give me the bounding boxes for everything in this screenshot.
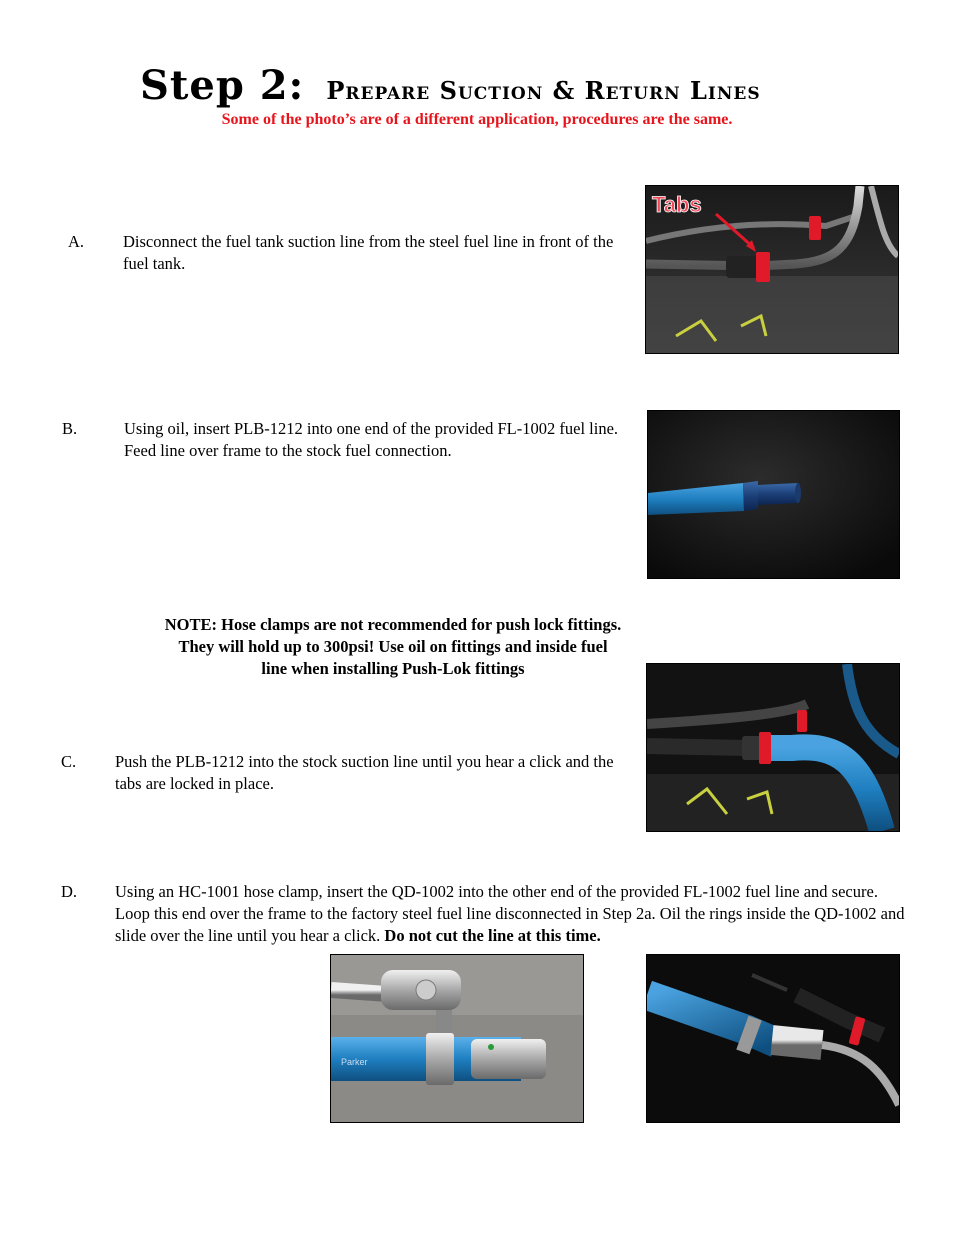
note-box (118, 614, 668, 680)
step-d-text (115, 881, 905, 947)
note-line-2: They will hold up to 300psi! Use oil on fittings and inside fuel (178, 637, 608, 656)
red-tab-marker (756, 252, 770, 282)
step-c-label: C. (61, 752, 77, 771)
note-line-1: NOTE: Hose clamps are not recommended for push lock fittings. (164, 615, 622, 634)
tabs-callout: Tabs (652, 192, 702, 217)
step-a-text: Disconnect the fuel tank suction line from the steel fuel line in front of the fuel tank. (123, 232, 614, 273)
step-d-label: D. (61, 882, 78, 901)
step-b-text: Using oil, insert PLB-1212 into one end of the provided FL-1002 fuel line. Feed line over frame to the stock fuel connection. (124, 419, 619, 460)
photo-hose-clamp (330, 954, 584, 1123)
hose-brand: Parker (341, 1057, 368, 1067)
subtitle-warning: Some of the photo’s are of a different application, procedures are the same. (221, 111, 733, 128)
step-d-body: Using an HC-1001 hose clamp, insert the QD-1002 into the other end of the provided FL-1002 fuel line and secure. Loop this end over the frame to the factory steel fuel line disconnected in Step 2a. Oil the rings inside the QD-1002 and slide over the line until you hear a click. (115, 882, 905, 945)
step-a-label: A. (68, 232, 85, 251)
step-b-label: B. (62, 419, 78, 438)
photo-qd-installed (646, 954, 900, 1123)
step-title: Prepare Suction & Return Lines (326, 76, 761, 105)
photo-suction-connected (646, 663, 900, 832)
step-number: Step 2: (140, 62, 305, 109)
step-d-warning: Do not cut the line at this time. (384, 926, 601, 945)
page-title (140, 62, 840, 109)
step-c-text: Push the PLB-1212 into the stock suction line until you hear a click and the tabs are locked in place. (115, 752, 614, 793)
photo-tank-connection (645, 185, 899, 354)
note-line-3: line when installing Push-Lok fittings (261, 659, 525, 678)
photo-plb-fitting (647, 410, 900, 579)
